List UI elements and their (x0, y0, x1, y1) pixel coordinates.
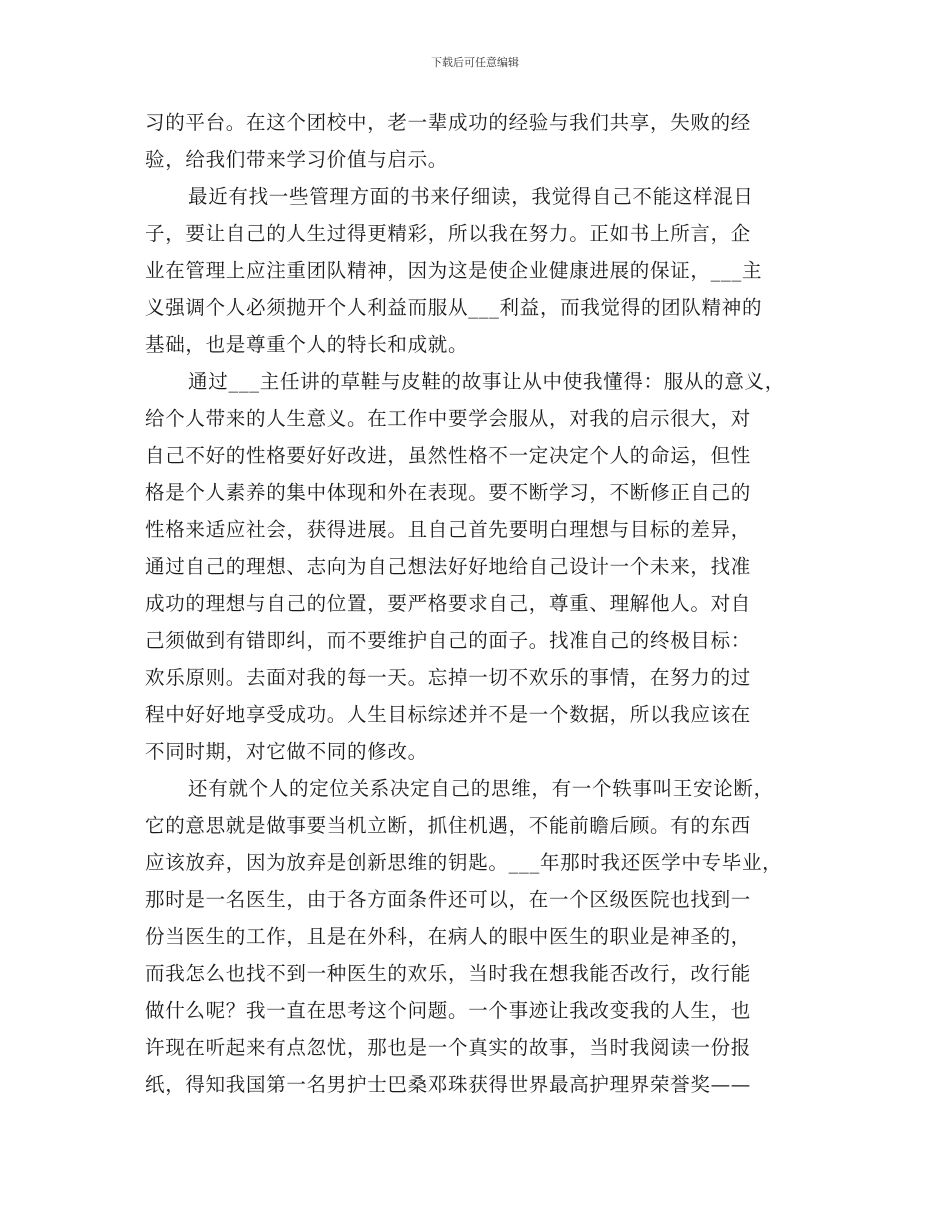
page-header: 下载后可任意编辑 (431, 56, 519, 69)
text-line: 验，给我们带来学习价值与启示。 (145, 148, 449, 171)
body-text (145, 104, 825, 1103)
text-line: 它的意思就是做事要当机立断，抓住机遇，不能前瞻后顾。有的东西 (145, 814, 752, 837)
text-line: 程中好好地享受成功。人生目标综述并不是一个数据，所以我应该在 (145, 703, 752, 726)
text-line: 份当医生的工作，且是在外科，在病人的眼中医生的职业是神圣的， (145, 925, 752, 948)
text-line: 成功的理想与自己的位置，要严格要求自己，尊重、理解他人。对自 (145, 592, 752, 615)
text-line: 许现在听起来有点忽忧，那也是一个真实的故事，当时我阅读一份报 (145, 1036, 752, 1059)
text-line: 习的平台。在这个团校中，老一辈成功的经验与我们共享，失败的经 (145, 111, 752, 134)
text-line: 基础，也是尊重个人的特长和成就。 (145, 333, 469, 356)
text-line: 给个人带来的人生意义。在工作中要学会服从，对我的启示很大，对 (145, 407, 752, 430)
text-line: 己须做到有错即纠，而不要维护自己的面子。找准自己的终极目标： (145, 629, 752, 652)
text-line: 业在管理上应注重团队精神，因为这是使企业健康进展的保证，___主 (145, 259, 763, 282)
text-line: 义强调个人必须抛开个人利益而服从___利益，而我觉得的团队精神的 (145, 296, 763, 319)
text-line: 应该放弃，因为放弃是创新思维的钥匙。___年那时我还医学中专毕业， (145, 851, 783, 874)
paragraph-start-line: 通过___主任讲的草鞋与皮鞋的故事让从中使我懂得：服从的意义， (188, 370, 785, 393)
text-line: 不同时期，对它做不同的修改。 (145, 740, 428, 763)
text-line: 自己不好的性格要好好改进，虽然性格不一定决定个人的命运，但性 (145, 444, 752, 467)
text-line: 通过自己的理想、志向为自己想法好好地给自己设计一个未来，找准 (145, 555, 752, 578)
paragraph-start-line: 最近有找一些管理方面的书来仔细读，我觉得自己不能这样混日 (188, 185, 754, 208)
text-line: 而我怎么也找不到一种医生的欢乐，当时我在想我能否改行，改行能 (145, 962, 752, 985)
text-line: 做什么呢？我一直在思考这个问题。一个事迹让我改变我的人生，也 (145, 999, 752, 1022)
text-line: 格是个人素养的集中体现和外在表现。要不断学习，不断修正自己的 (145, 481, 752, 504)
text-line: 那时是一名医生，由于各方面条件还可以，在一个区级医院也找到一 (145, 888, 752, 911)
text-line: 欢乐原则。去面对我的每一天。忘掉一切不欢乐的事情，在努力的过 (145, 666, 752, 689)
text-line: 纸，得知我国第一名男护士巴桑邓珠获得世界最高护理界荣誉奖—— (145, 1073, 752, 1096)
paragraph-start-line: 还有就个人的定位关系决定自己的思维，有一个轶事叫王安论断， (188, 777, 774, 800)
text-line: 性格来适应社会，获得进展。且自己首先要明白理想与目标的差异， (145, 518, 752, 541)
text-line: 子，要让自己的人生过得更精彩，所以我在努力。正如书上所言，企 (145, 222, 752, 245)
